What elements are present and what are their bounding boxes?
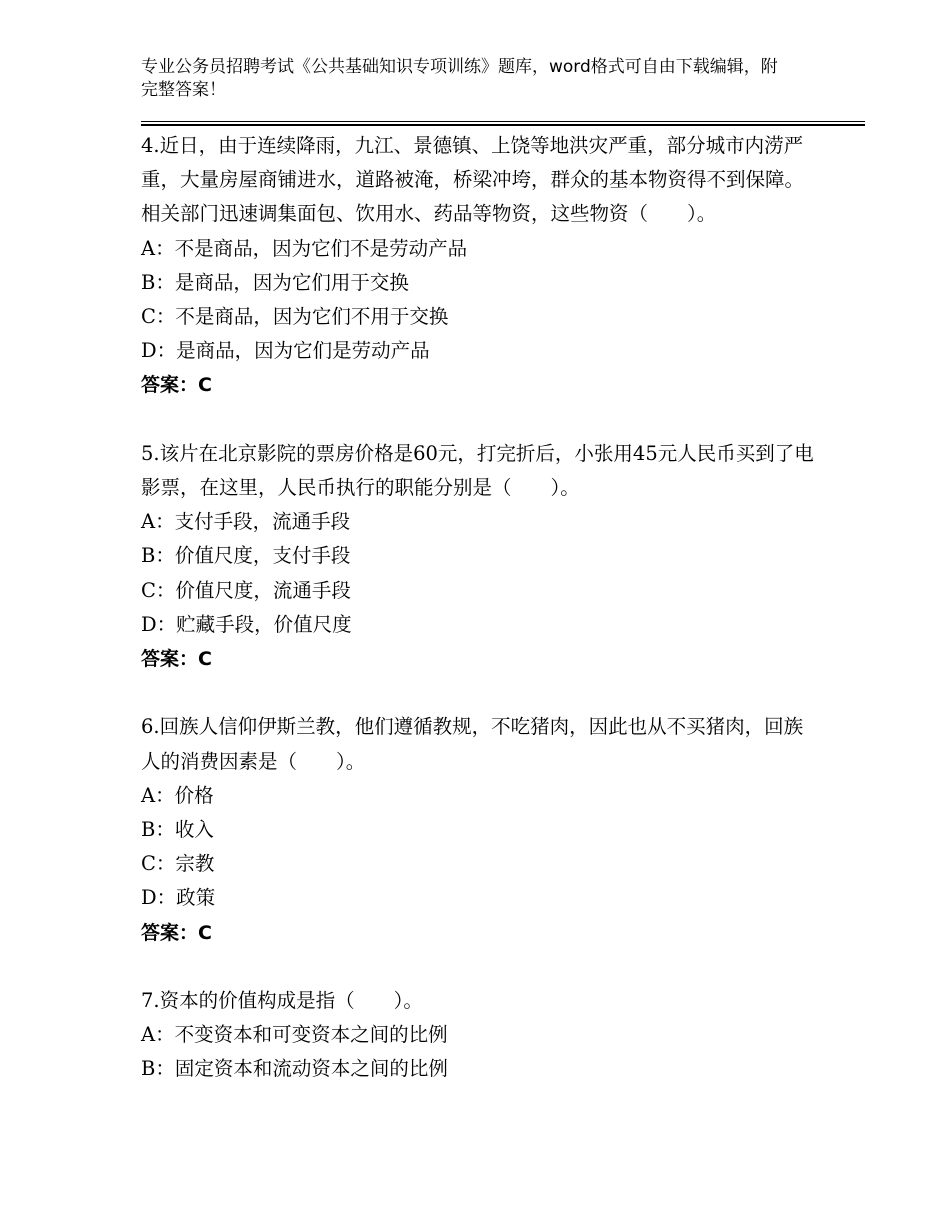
answer-line <box>141 916 821 950</box>
header-text: 专业公务员招聘考试《公共基础知识专项训练》题库，word格式可自由下载编辑，附完整答案！ <box>141 57 778 100</box>
document-header <box>141 56 791 102</box>
option-c: C：宗教 <box>141 852 215 876</box>
question-4 <box>141 129 821 403</box>
question-7 <box>141 984 821 1087</box>
answer-value: C <box>198 374 212 397</box>
option-b: B：收入 <box>141 818 214 842</box>
question-stem: 7.资本的价值构成是指（ ）。 <box>141 989 423 1013</box>
answer-line <box>141 642 821 676</box>
question-5 <box>141 437 821 676</box>
answer-value: C <box>198 648 212 671</box>
answer-label: 答案： <box>141 648 199 671</box>
answer-value: C <box>198 921 212 944</box>
answer-label: 答案： <box>141 921 199 944</box>
option-a: A：支付手段，流通手段 <box>141 510 351 534</box>
option-a: A：不变资本和可变资本之间的比例 <box>141 1023 448 1047</box>
header-rule-thick <box>141 124 865 126</box>
question-list <box>141 129 821 1121</box>
option-b: B：价值尺度，支付手段 <box>141 544 351 568</box>
answer-label: 答案： <box>141 374 199 397</box>
option-a: A：不是商品，因为它们不是劳动产品 <box>141 236 468 260</box>
option-b: B：是商品，因为它们用于交换 <box>141 270 409 294</box>
option-d: D：是商品，因为它们是劳动产品 <box>141 339 430 363</box>
option-c: C：不是商品，因为它们不用于交换 <box>141 305 449 329</box>
option-d: D：政策 <box>141 886 216 910</box>
option-d: D：贮藏手段，价值尺度 <box>141 612 352 636</box>
question-stem: 4.近日，由于连续降雨，九江、景德镇、上饶等地洪灾严重，部分城市内涝严重，大量房屋商铺进水，道路被淹，桥梁冲垮，群众的基本物资得不到保障。相关部门迅速调集面包、饮用水、药品等物资，这些物资（ ）。 <box>141 134 805 226</box>
option-c: C：价值尺度，流通手段 <box>141 578 351 602</box>
header-rule-thin <box>141 121 865 122</box>
option-a: A：价格 <box>141 783 214 807</box>
question-stem: 5.该片在北京影院的票房价格是60元，打完折后，小张用45元人民币买到了电影票，在这里，人民币执行的职能分别是（ ）。 <box>141 441 814 500</box>
question-stem: 6.回族人信仰伊斯兰教，他们遵循教规，不吃猪肉，因此也从不买猪肉，回族人的消费因素是（ ）。 <box>141 715 804 773</box>
option-b: B：固定资本和流动资本之间的比例 <box>141 1057 448 1081</box>
answer-line <box>141 368 821 402</box>
question-6 <box>141 710 821 949</box>
